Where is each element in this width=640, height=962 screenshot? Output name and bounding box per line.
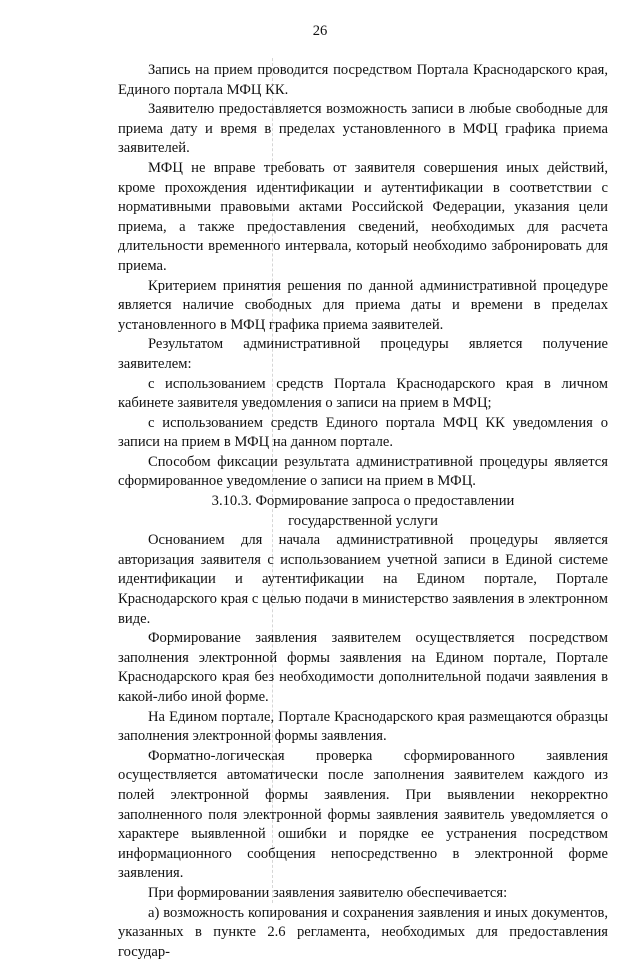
paragraph: Формирование заявления заявителем осуществляется посредством заполнения электронной формы заявления на Едином портале, Портале Краснодарского края без необходимости дополнительной подачи заявления в какой-либо иной форме. — [118, 630, 608, 705]
document-body — [118, 61, 608, 962]
paragraph: Критерием принятия решения по данной административной процедуре является наличие свободных для приема даты и времени в пределах установленного в МФЦ графика приема заявителей. — [118, 277, 608, 333]
paragraph: На Едином портале, Портале Краснодарского края размещаются образцы заполнения электронной формы заявления. — [118, 708, 608, 745]
paragraph: а) возможность копирования и сохранения заявления и иных документов, указанных в пункте 2.6 регламента, необходимых для предоставления государ- — [118, 904, 608, 960]
paragraph: с использованием средств Портала Краснодарского края в личном кабинете заявителя уведомления о записи на прием в МФЦ; — [118, 375, 608, 412]
paragraph: При формировании заявления заявителю обеспечивается: — [148, 884, 508, 901]
page-number: 26 — [312, 23, 328, 39]
paragraph: Способом фиксации результата административной процедуры является сформированное уведомление о записи на прием в МФЦ. — [118, 453, 608, 490]
paragraph: МФЦ не вправе требовать от заявителя совершения иных действий, кроме прохождения идентификации и аутентификации в соответствии с нормативными правовыми актами Российской Федерации, указания цели приема, а также предоставления сведений, необходимых для расчета длительности временного интервала, который необходимо забронировать для приема. — [118, 159, 608, 274]
paragraph: Основанием для начала административной процедуры является авторизация заявителя с использованием учетной записи в Единой системе идентификации и аутентификации на Едином портале, Портале Краснодарского края с целью подачи в министерство заявления в электронном виде. — [118, 532, 608, 627]
paragraph: Форматно-логическая проверка сформированного заявления осуществляется автоматически после заполнения заявителем каждого из полей электронной формы заявления. При выявлении некорректно заполненного поля электронной формы заявления заявитель уведомляется о характере выявленной ошибки и порядке ее устранения посредством информационного сообщения непосредственно в электронной форме заявления. — [118, 747, 608, 882]
section-heading-line: 3.10.3. Формирование запроса о предоставлении — [211, 493, 515, 510]
paragraph: Запись на прием проводится посредством Портала Краснодарского края, Единого портала МФЦ КК. — [118, 62, 608, 98]
section-heading — [118, 492, 608, 531]
section-heading-line: государственной услуги — [288, 512, 438, 529]
paragraph: Результатом административной процедуры является получение заявителем: — [118, 336, 608, 372]
paragraph: Заявителю предоставляется возможность записи в любые свободные для приема дату и время в пределах установленного в МФЦ графика приема заявителей. — [118, 101, 608, 157]
paragraph: с использованием средств Единого портала МФЦ КК уведомления о записи на прием в МФЦ на данном портале. — [118, 414, 608, 451]
